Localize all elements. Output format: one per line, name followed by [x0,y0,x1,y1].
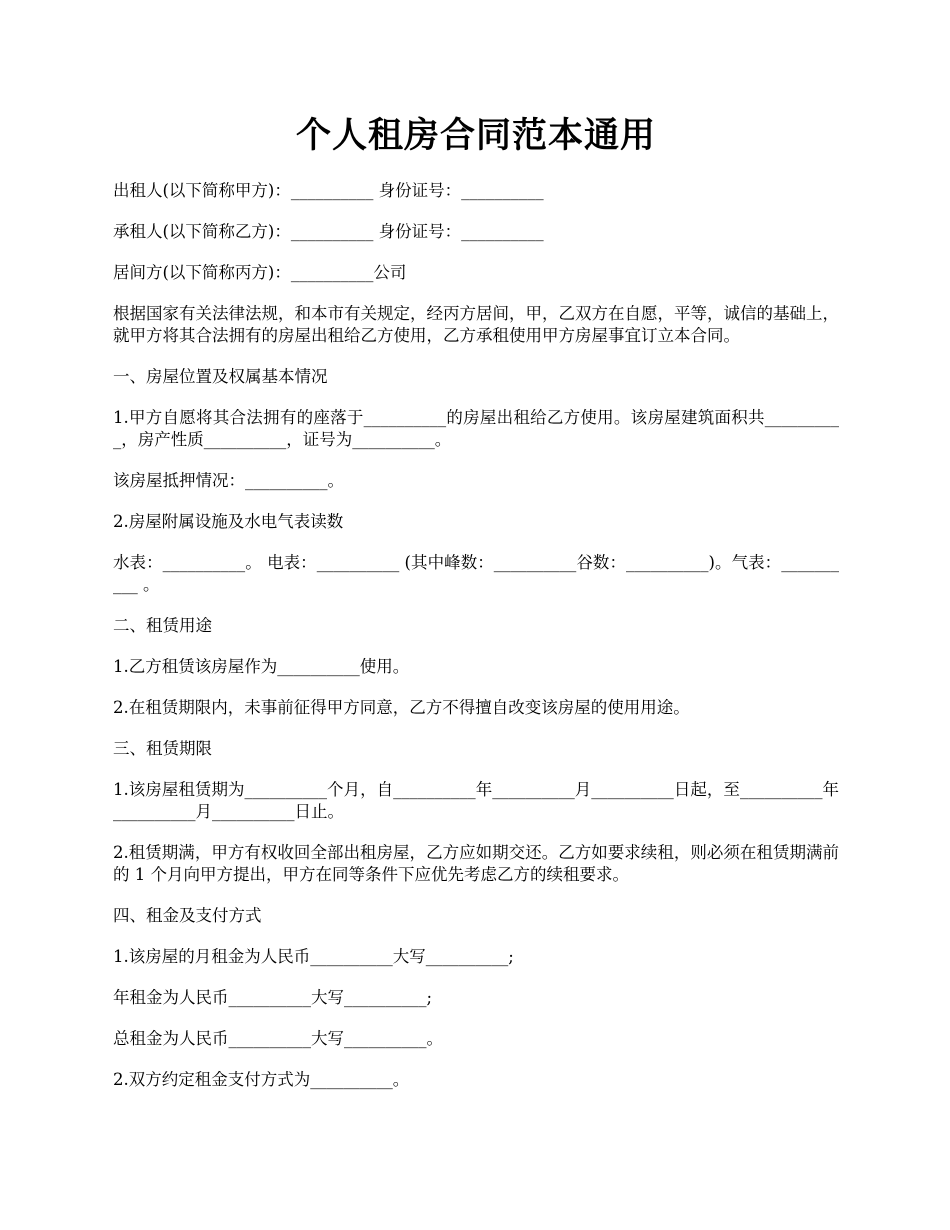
mortgage-line: 该房屋抵押情况：__________。 [113,471,344,490]
section-heading-3: 三、租赁期限 [113,739,212,758]
agent-line: 居间方(以下简称丙方)：__________公司 [113,263,407,282]
section-heading-2: 二、租赁用途 [113,616,212,635]
preamble: 根据国家有关法律法规，和本市有关规定，经丙方居间，甲，乙双方在自愿，平等，诚信的基础上，就甲方将其合法拥有的房屋出租给乙方使用，乙方承租使用甲方房屋事宜订立本合同。 [113,304,839,345]
clause-2-2: 2.在租赁期限内，未事前征得甲方同意，乙方不得擅自改变该房屋的使用用途。 [113,698,690,717]
clause-1-2: 2.房屋附属设施及水电气表读数 [113,512,344,531]
clause-1-1: 1.甲方自愿将其合法拥有的座落于__________的房屋出租给乙方使用。该房屋建筑面积共__________，房产性质__________，证号为__________。 [113,408,839,449]
section-heading-1: 一、房屋位置及权属基本情况 [113,367,328,386]
clause-4-2: 2.双方约定租金支付方式为__________。 [113,1070,410,1089]
clause-4-1-total: 总租金为人民币__________大写__________。 [113,1029,443,1048]
section-heading-4: 四、租金及支付方式 [113,906,262,925]
clause-3-2: 2.租赁期满，甲方有权收回全部出租房屋，乙方应如期交还。乙方如要求续租，则必须在租赁期满前的 1 个月向甲方提出，甲方在同等条件下应优先考虑乙方的续租要求。 [113,843,839,884]
lessor-line: 出租人(以下简称甲方)：__________ 身份证号：__________ [113,181,544,200]
document-page [113,110,839,1110]
document-title: 个人租房合同范本通用 [295,115,656,156]
clause-4-1-annual: 年租金为人民币__________大写__________; [113,988,433,1007]
clause-4-1-monthly: 1.该房屋的月租金为人民币__________大写__________; [113,947,514,966]
lessee-line: 承租人(以下简称乙方)：__________ 身份证号：__________ [113,222,544,241]
clause-3-1: 1.该房屋租赁期为__________个月，自__________年__________月__________日起，至__________年__________月__________日止。 [113,780,839,821]
clause-2-1: 1.乙方租赁该房屋作为__________使用。 [113,657,410,676]
meter-readings: 水表：__________。 电表：__________ (其中峰数：__________谷数：__________)。气表：__________ 。 [113,553,839,594]
